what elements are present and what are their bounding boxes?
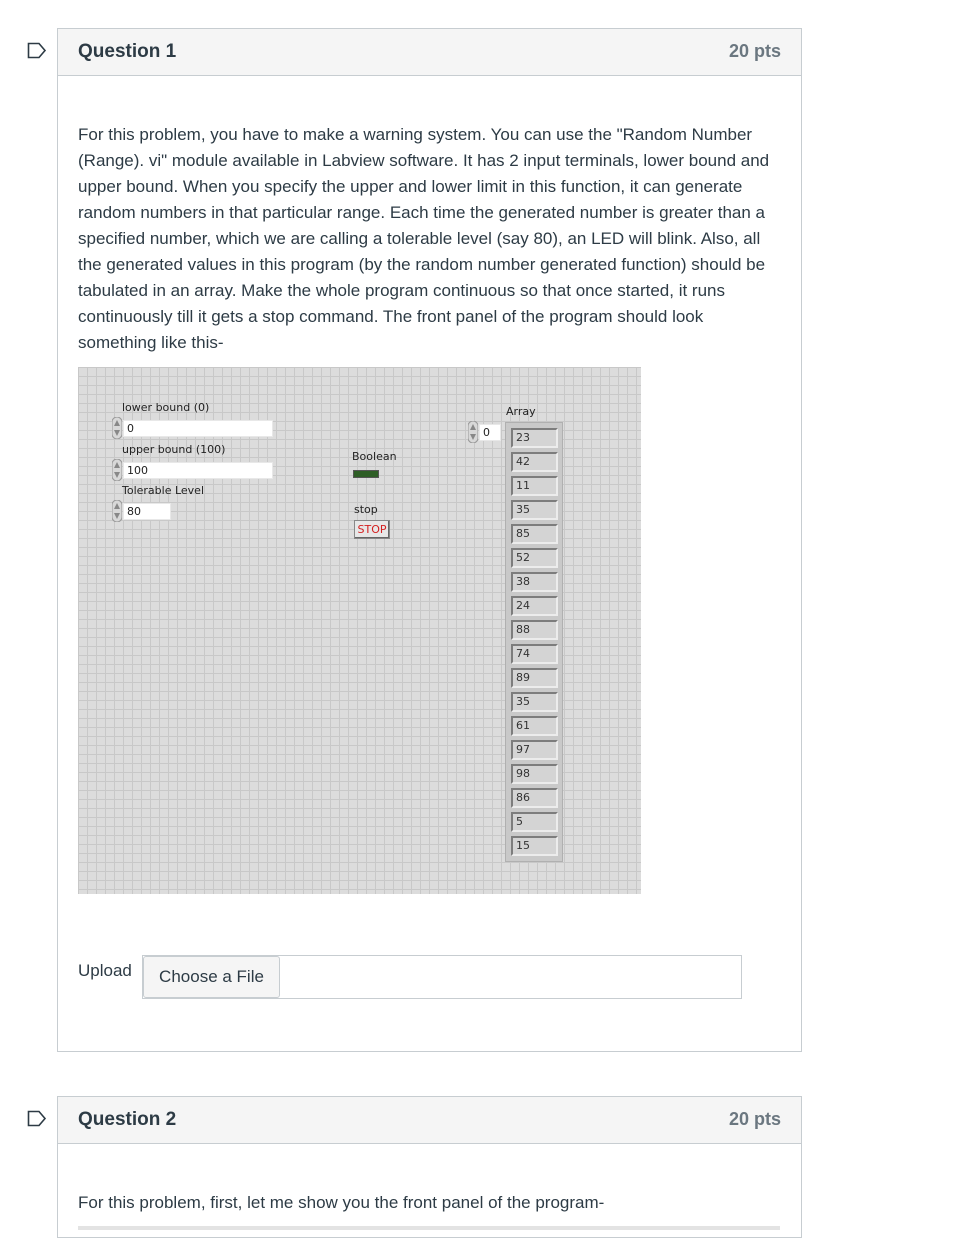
array-cell: 11 [511, 476, 558, 496]
array-cell: 35 [511, 692, 558, 712]
question-2-points: 20 pts [728, 1109, 781, 1129]
array-cell: 35 [511, 500, 558, 520]
upload-label: Upload [78, 961, 132, 980]
array-index-spinner-icon [468, 421, 478, 443]
array-cell: 15 [511, 836, 558, 856]
array-cell: 89 [511, 668, 558, 688]
question-2-card [57, 1096, 802, 1238]
array-index-field[interactable]: 0 [479, 424, 501, 441]
array-cell: 97 [511, 740, 558, 760]
tolerable-level-field[interactable]: 80 [123, 503, 171, 520]
array-cell: 85 [511, 524, 558, 544]
array-cell: 23 [511, 428, 558, 448]
question-1-title: Question 1 [78, 41, 177, 62]
lower-bound-spinner-icon [112, 417, 122, 439]
question-2-image-top-edge [78, 1226, 780, 1230]
upper-bound-label: upper bound (100) [122, 443, 226, 456]
upper-bound-field[interactable]: 100 [123, 462, 273, 479]
array-cell: 88 [511, 620, 558, 640]
array-cell: 24 [511, 596, 558, 616]
array-cell: 38 [511, 572, 558, 592]
stop-button[interactable]: STOP [354, 520, 390, 539]
stop-label: stop [354, 503, 378, 516]
tolerable-level-spinner-icon [112, 500, 122, 522]
array-cell: 52 [511, 548, 558, 568]
array-cell: 86 [511, 788, 558, 808]
question-1-flag-icon[interactable] [27, 42, 47, 59]
question-2-title: Question 2 [78, 1109, 177, 1130]
question-2-text: For this problem, first, let me show you the front panel of the program- [78, 1193, 605, 1212]
lower-bound-field[interactable]: 0 [123, 420, 273, 437]
question-2-header [58, 1097, 801, 1144]
array-cell: 74 [511, 644, 558, 664]
upper-bound-spinner-icon [112, 459, 122, 481]
array-cell: 42 [511, 452, 558, 472]
choose-file-button[interactable]: Choose a File [143, 956, 280, 998]
labview-front-panel [78, 367, 641, 894]
tolerable-level-label: Tolerable Level [122, 484, 205, 497]
question-1-points: 20 pts [728, 41, 781, 61]
array-label: Array [506, 405, 536, 418]
array-cell: 61 [511, 716, 558, 736]
array-cell: 98 [511, 764, 558, 784]
question-1-header [58, 29, 801, 76]
boolean-led-indicator [353, 470, 379, 478]
array-cell: 5 [511, 812, 558, 832]
question-2-flag-icon[interactable] [27, 1110, 47, 1127]
boolean-label: Boolean [352, 450, 397, 463]
question-1-text: For this problem, you have to make a warning system. You can use the "Random Number (Range). vi" module available in Labview software. It has 2 input terminals, lower bound and upper bound. When you specify the upper and lower limit in this function, it can generate random numbers in that particular range. Each time the generated number is greater than a specified number, which we are calling a tolerable level (say 80), an LED will blink. Also, all the generated values in this program (by the random number generated function) should be tabulated in an array. Make the whole program continuous so that once started, it runs continuously till it gets a stop command. The front panel of the program should look something like this- [78, 125, 770, 352]
lower-bound-label: lower bound (0) [122, 401, 210, 414]
